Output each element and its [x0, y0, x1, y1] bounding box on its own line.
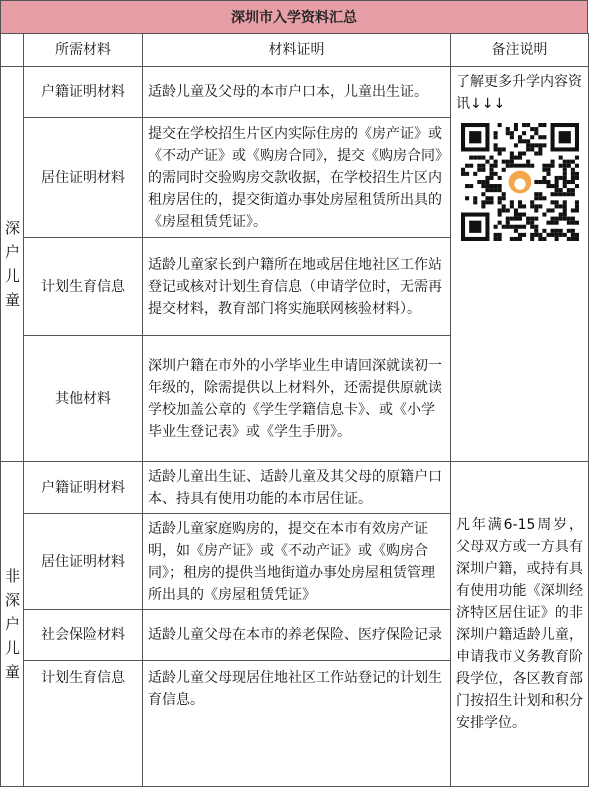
note-non-sz: 凡年满6-15周岁，父母双方或一方具有深圳户籍，或持有具有使用功能《深圳经济特区居住证》的非深圳户籍适龄儿童，申请我市义务教育阶段学位，各区教育部门按招生计划和积分安排学位。 [451, 462, 589, 787]
table-row [1, 67, 589, 118]
proof-cell: 适龄儿童家庭购房的，提交在本市有效房产证明，如《房产证》或《不动产证》或《购房合同》；租房的提供当地街道办事处房屋租赁管理所出具的《房屋租赁凭证》 [143, 514, 451, 610]
proof-cell: 适龄儿童及父母的本市户口本，儿童出生证。 [143, 67, 451, 118]
proof-cell: 适龄儿童父母在本市的养老保险、医疗保险记录 [143, 610, 451, 661]
material-cell: 居住证明材料 [24, 118, 143, 238]
material-cell: 计划生育信息 [24, 238, 143, 336]
proof-cell: 适龄儿童家长到户籍所在地或居住地社区工作站登记或核对计划生育信息（申请学位时，无需再提交材料，教育部门将实施联网核验材料）。 [143, 238, 451, 336]
header-material: 所需材料 [24, 34, 143, 67]
group-non-sz-label: 非深户儿童 [5, 567, 21, 681]
proof-cell: 深圳户籍在市外的小学毕业生申请回深就读初一年级的，除需提供以上材料外，还需提供原就读学校加盖公章的《学生学籍信息卡》、或《小学毕业生登记表》或《学生手册》。 [143, 336, 451, 462]
note-sz [451, 67, 589, 462]
note-sz-text: 了解更多升学内容资讯↓↓↓ [456, 74, 582, 112]
qr-code-icon [461, 123, 579, 241]
material-cell: 计划生育信息 [24, 661, 143, 787]
group-sz-label: 深户儿童 [5, 219, 21, 309]
header-group-cell [1, 34, 24, 67]
group-non-sz [1, 462, 24, 787]
proof-cell: 适龄儿童父母现居住地社区工作站登记的计划生育信息。 [143, 661, 451, 787]
table-header-row [1, 34, 589, 67]
table-row [1, 462, 589, 514]
header-note: 备注说明 [451, 34, 589, 67]
material-cell: 社会保险材料 [24, 610, 143, 661]
materials-table [0, 33, 589, 787]
material-cell: 其他材料 [24, 336, 143, 462]
header-proof: 材料证明 [143, 34, 451, 67]
proof-cell: 适龄儿童出生证、适龄儿童及其父母的原籍户口本、持具有使用功能的本市居住证。 [143, 462, 451, 514]
material-cell: 居住证明材料 [24, 514, 143, 610]
group-sz [1, 67, 24, 462]
proof-cell: 提交在学校招生片区内实际住房的《房产证》或《不动产证》或《购房合同》，提交《购房合同》的需同时交验购房交款收据，在学校招生片区内租房居住的，提交街道办事处房屋租赁所出具的《房屋租赁凭证》。 [143, 118, 451, 238]
page-title: 深圳市入学资料汇总 [0, 0, 588, 34]
material-cell: 户籍证明材料 [24, 462, 143, 514]
material-cell: 户籍证明材料 [24, 67, 143, 118]
